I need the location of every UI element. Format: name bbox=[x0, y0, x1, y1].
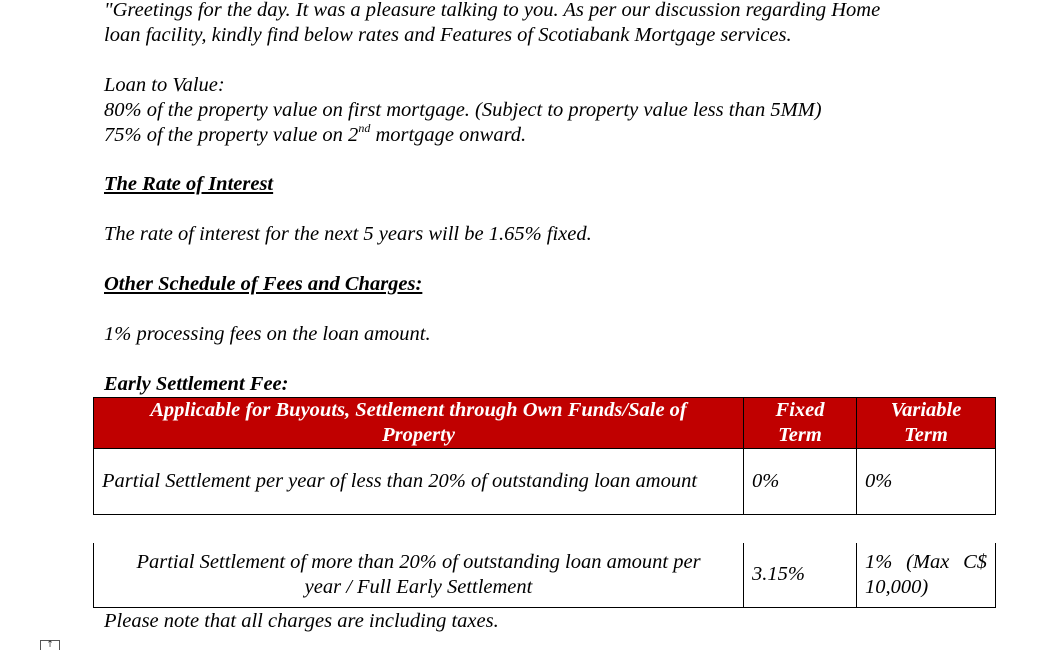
row-2-variable bbox=[857, 543, 996, 607]
header-variable-line-1: Variable bbox=[890, 399, 962, 421]
row-1-fixed: 0% bbox=[744, 449, 857, 515]
header-applicable bbox=[94, 398, 744, 449]
header-fixed-line-1: Fixed bbox=[775, 399, 825, 421]
row-1-variable: 0% bbox=[857, 449, 996, 515]
row-2-fixed: 3.15% bbox=[744, 543, 857, 607]
settlement-heading: Early Settlement Fee: bbox=[104, 373, 289, 395]
rate-text: The rate of interest for the next 5 years will be 1.65% fixed. bbox=[104, 223, 592, 245]
row-2-description-line-1: Partial Settlement of more than 20% of outstanding loan amount per bbox=[136, 550, 701, 573]
header-variable-line-2: Term bbox=[904, 424, 948, 446]
ltv-line-2-suffix: mortgage onward. bbox=[370, 124, 527, 146]
header-fixed-term bbox=[744, 398, 857, 449]
header-fixed-line-2: Term bbox=[778, 424, 822, 446]
header-applicable-line-1: Applicable for Buyouts, Settlement through Own Funds/Sale of bbox=[150, 399, 687, 421]
row-2-variable-line-2: 10,000) bbox=[865, 575, 929, 598]
table-header-row bbox=[94, 398, 996, 449]
ltv-line-2-prefix: 75% of the property value on 2 bbox=[104, 124, 359, 146]
rate-heading: The Rate of Interest bbox=[104, 173, 274, 195]
footer-note: Please note that all charges are including taxes. bbox=[104, 610, 499, 632]
fees-text: 1% processing fees on the loan amount. bbox=[104, 323, 431, 345]
arrow-up-icon[interactable]: ↑ bbox=[40, 640, 60, 650]
row-2-variable-line-1: 1% (Max C$ bbox=[865, 550, 987, 573]
ltv-heading: Loan to Value: bbox=[104, 74, 225, 96]
row-1-description: Partial Settlement per year of less than 20% of outstanding loan amount bbox=[94, 449, 744, 515]
ltv-line-1: 80% of the property value on first mortgage. (Subject to property value less than 5MM) bbox=[104, 99, 822, 121]
ltv-line-2 bbox=[104, 123, 526, 148]
greeting-line-1: "Greetings for the day. It was a pleasure talking to you. As per our discussion regarding Home bbox=[104, 0, 881, 21]
table-row bbox=[94, 449, 996, 515]
row-2-description-line-2: year / Full Early Settlement bbox=[304, 575, 533, 598]
fees-heading: Other Schedule of Fees and Charges: bbox=[104, 273, 423, 295]
settlement-fee-table-continued bbox=[93, 543, 996, 608]
settlement-fee-table bbox=[93, 397, 996, 515]
greeting-line-2: loan facility, kindly find below rates and Features of Scotiabank Mortgage services. bbox=[104, 24, 792, 46]
row-2-description bbox=[94, 543, 744, 607]
header-applicable-line-2: Property bbox=[382, 424, 455, 446]
header-variable-term bbox=[857, 398, 996, 449]
ordinal-superscript: nd bbox=[358, 121, 371, 136]
table-row bbox=[94, 543, 996, 607]
